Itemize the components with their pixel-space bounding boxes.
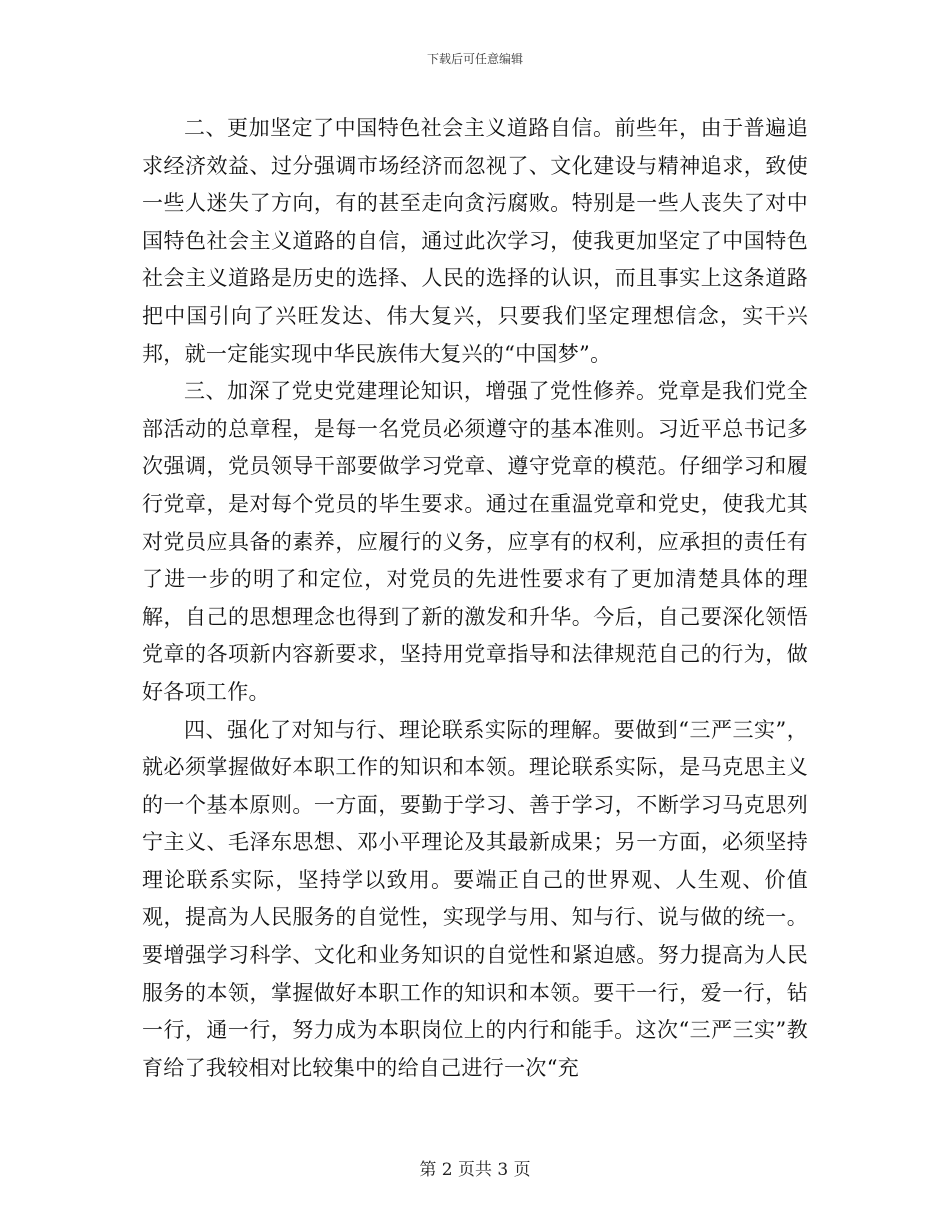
page-number: 第 2 页共 3 页: [419, 1160, 531, 1180]
document-body: [142, 110, 808, 1087]
paragraph-4: 四、强化了对知与行、理论联系实际的理解。要做到“三严三实”，就必须掌握做好本职工作的知识和本领。理论联系实际，是马克思主义的一个基本原则。一方面，要勤于学习、善于学习，不断学习马克思列宁主义、毛泽东思想、邓小平理论及其最新成果；另一方面，必须坚持理论联系实际，坚持学以致用。要端正自己的世界观、人生观、价值观，提高为人民服务的自觉性，实现学与用、知与行、说与做的统一。要增强学习科学、文化和业务知识的自觉性和紧迫感。努力提高为人民服务的本领，掌握做好本职工作的知识和本领。要干一行，爱一行，钻一行，通一行，努力成为本职岗位上的内行和能手。这次“三严三实”教育给了我较相对比较集中的给自己进行一次“充: [142, 717, 808, 1080]
paragraph-3: 三、加深了党史党建理论知识，增强了党性修养。党章是我们党全部活动的总章程，是每一名党员必须遵守的基本准则。习近平总书记多次强调，党员领导干部要做学习党章、遵守党章的模范。仔细学习和履行党章，是对每个党员的毕生要求。通过在重温党章和党史，使我尤其对党员应具备的素养，应履行的义务，应享有的权利，应承担的责任有了进一步的明了和定位，对党员的先进性要求有了更加清楚具体的理解，自己的思想理念也得到了新的激发和升华。今后，自己要深化领悟党章的各项新内容新要求，坚持用党章指导和法律规范自己的行为，做好各项工作。: [142, 379, 808, 704]
paragraph-2: 二、更加坚定了中国特色社会主义道路自信。前些年，由于普遍追求经济效益、过分强调市场经济而忽视了、文化建设与精神追求，致使一些人迷失了方向，有的甚至走向贪污腐败。特别是一些人丧失了对中国特色社会主义道路的自信，通过此次学习，使我更加坚定了中国特色社会主义道路是历史的选择、人民的选择的认识，而且事实上这条道路把中国引向了兴旺发达、伟大复兴，只要我们坚定理想信念，实干兴邦，就一定能实现中华民族伟大复兴的“中国梦”。: [142, 116, 808, 366]
page-header-note: 下载后可任意编辑: [426, 52, 523, 66]
